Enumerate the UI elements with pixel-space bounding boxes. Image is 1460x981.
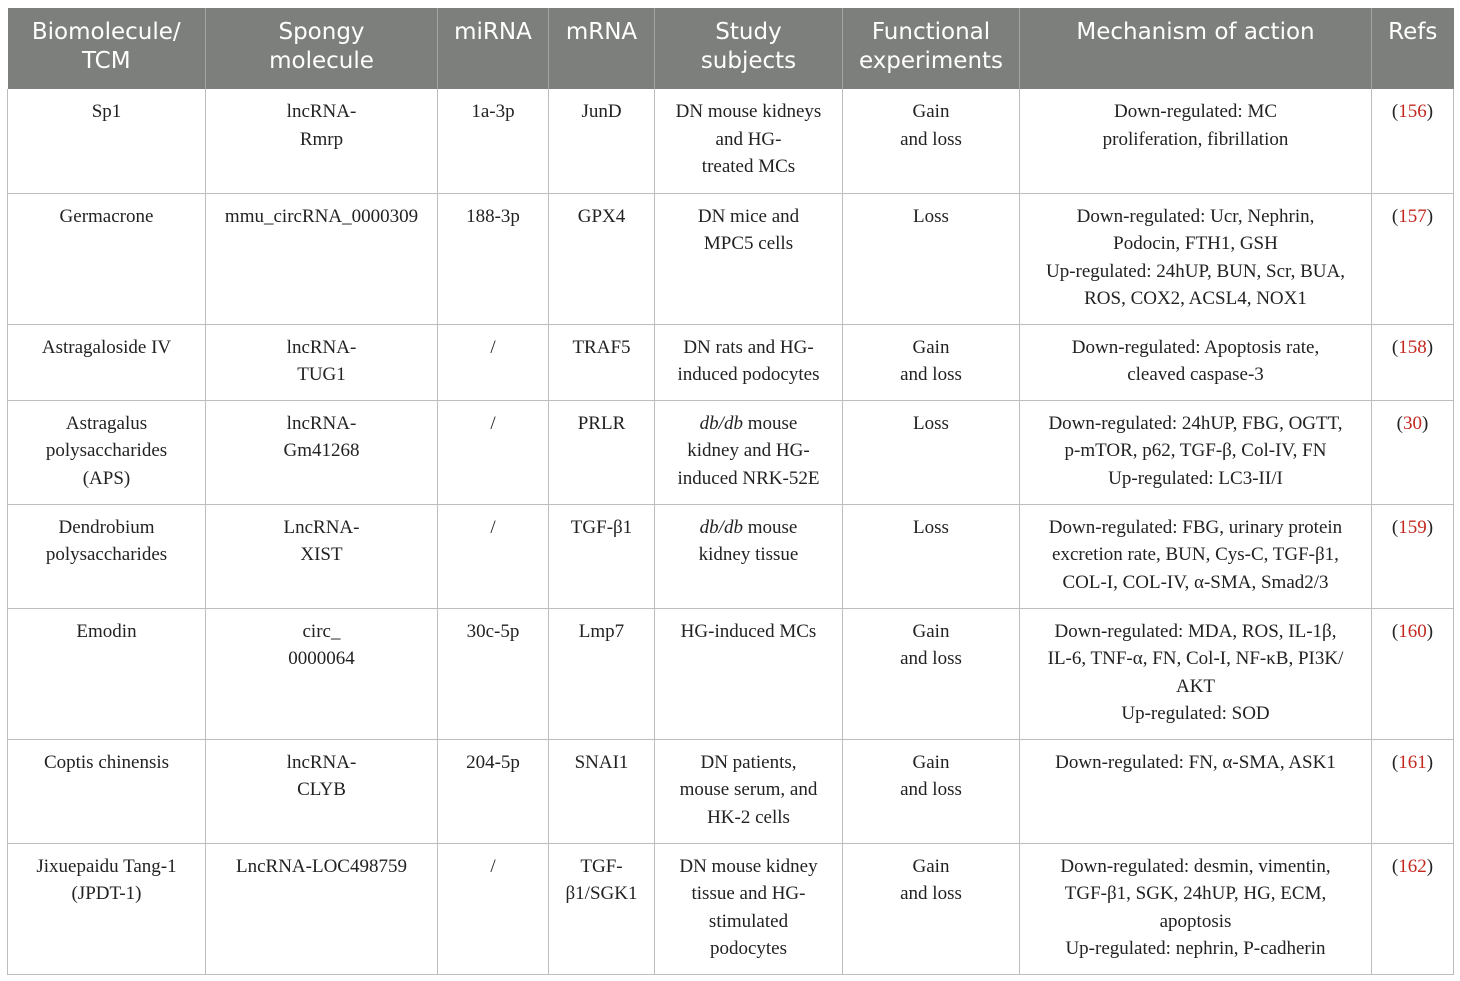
table-header-row bbox=[8, 8, 1454, 89]
cell-biomolecule: Coptis chinensis bbox=[8, 739, 206, 843]
cell-mechanism bbox=[1020, 193, 1372, 324]
header-mrna: mRNA bbox=[549, 8, 655, 89]
cell-mrna: SNAI1 bbox=[549, 739, 655, 843]
cell-mechanism-line: Down-regulated: desmin, vimentin, bbox=[1060, 855, 1331, 877]
cell-functional-experiments: Loss bbox=[843, 193, 1020, 324]
cell-mrna: JunD bbox=[549, 89, 655, 193]
cell-study-subjects-line: kidney tissue bbox=[698, 544, 799, 566]
cell-mechanism-line: excretion rate, BUN, Cys-C, TGF-β1, bbox=[1052, 544, 1339, 566]
header-mechanism: Mechanism of action bbox=[1020, 8, 1372, 89]
cell-mechanism bbox=[1020, 843, 1372, 974]
cell-mechanism-line: IL-6, TNF-α, FN, Col-I, NF-κB, PI3K/ bbox=[1047, 648, 1344, 670]
cell-functional-experiments: Gain and loss bbox=[843, 739, 1020, 843]
cell-mechanism-line: Down-regulated: FBG, urinary protein bbox=[1048, 516, 1343, 538]
cell-mrna: Lmp7 bbox=[549, 608, 655, 739]
cell-biomolecule: Emodin bbox=[8, 608, 206, 739]
ref-close-paren: ) bbox=[1426, 620, 1434, 642]
header-refs: Refs bbox=[1372, 8, 1454, 89]
table-row bbox=[8, 89, 1454, 193]
ref-link[interactable]: 30 bbox=[1403, 412, 1422, 434]
ref-link[interactable]: 159 bbox=[1398, 516, 1427, 538]
cell-study-subjects-line: DN patients, bbox=[700, 751, 797, 773]
ref-open-paren: ( bbox=[1391, 336, 1399, 358]
cell-mechanism-line: Down-regulated: Apoptosis rate, bbox=[1071, 336, 1320, 358]
cell-ref bbox=[1372, 324, 1454, 400]
cell-ref bbox=[1372, 739, 1454, 843]
header-biomolecule: Biomolecule/ TCM bbox=[8, 8, 206, 89]
cell-mechanism-line: p-mTOR, p62, TGF-β, Col-IV, FN bbox=[1064, 440, 1327, 462]
cell-study-subjects-line: induced podocytes bbox=[677, 364, 820, 386]
cell-mechanism-line: Down-regulated: MDA, ROS, IL-1β, bbox=[1054, 620, 1337, 642]
cell-study-subjects bbox=[655, 193, 843, 324]
cell-ref bbox=[1372, 843, 1454, 974]
ref-close-paren: ) bbox=[1426, 101, 1434, 122]
cell-study-subjects-line bbox=[662, 410, 835, 438]
italic-strain: db/db bbox=[699, 412, 743, 434]
ref-link[interactable]: 162 bbox=[1398, 855, 1427, 877]
cell-mrna: TGF- β1/SGK1 bbox=[549, 843, 655, 974]
ref-open-paren: ( bbox=[1391, 101, 1399, 122]
cell-functional-experiments: Gain and loss bbox=[843, 324, 1020, 400]
table-container bbox=[7, 8, 1453, 975]
ref-open-paren: ( bbox=[1391, 855, 1399, 877]
cell-functional-experiments: Gain and loss bbox=[843, 608, 1020, 739]
cell-mechanism-line: apoptosis bbox=[1159, 910, 1232, 932]
cell-mechanism bbox=[1020, 504, 1372, 608]
table-row bbox=[8, 843, 1454, 974]
cell-mirna: 204-5p bbox=[438, 739, 549, 843]
cell-biomolecule: Sp1 bbox=[8, 89, 206, 193]
table-row bbox=[8, 193, 1454, 324]
cell-mechanism-line: Down-regulated: FN, α-SMA, ASK1 bbox=[1055, 751, 1336, 773]
cell-study-subjects-line: treated MCs bbox=[701, 156, 796, 178]
cell-mechanism-line: ROS, COX2, ACSL4, NOX1 bbox=[1084, 288, 1307, 310]
header-functional-experiments: Functional experiments bbox=[843, 8, 1020, 89]
cell-biomolecule: Dendrobium polysaccharides bbox=[8, 504, 206, 608]
cell-mrna: PRLR bbox=[549, 400, 655, 504]
ref-link[interactable]: 157 bbox=[1398, 205, 1427, 227]
ref-link[interactable]: 161 bbox=[1398, 751, 1427, 773]
cell-study-subjects bbox=[655, 608, 843, 739]
cell-mechanism bbox=[1020, 324, 1372, 400]
cell-functional-experiments: Gain and loss bbox=[843, 843, 1020, 974]
cell-mirna: / bbox=[438, 324, 549, 400]
cell-study-subjects-line: HK-2 cells bbox=[707, 806, 790, 828]
cell-mirna: 1a-3p bbox=[438, 89, 549, 193]
cell-study-subjects-line: podocytes bbox=[709, 938, 788, 960]
ref-close-paren: ) bbox=[1426, 336, 1434, 358]
cell-mechanism-line: TGF-β1, SGK, 24hUP, HG, ECM, bbox=[1064, 883, 1327, 905]
ref-open-paren: ( bbox=[1396, 412, 1403, 434]
cell-mirna: 188-3p bbox=[438, 193, 549, 324]
cell-ref bbox=[1372, 504, 1454, 608]
cell-mrna: TGF-β1 bbox=[549, 504, 655, 608]
cell-study-subjects-line: mouse serum, and bbox=[679, 779, 818, 801]
cell-spongy-molecule: LncRNA- XIST bbox=[206, 504, 438, 608]
ref-open-paren: ( bbox=[1391, 516, 1399, 538]
cell-functional-experiments: Loss bbox=[843, 400, 1020, 504]
cell-mechanism-line: COL-I, COL-IV, α-SMA, Smad2/3 bbox=[1062, 571, 1329, 593]
cell-mrna: TRAF5 bbox=[549, 324, 655, 400]
cell-study-subjects-line: HG-induced MCs bbox=[680, 620, 817, 642]
cell-study-subjects-line: stimulated bbox=[708, 910, 789, 932]
cell-spongy-molecule: lncRNA- TUG1 bbox=[206, 324, 438, 400]
cell-mechanism bbox=[1020, 89, 1372, 193]
cell-ref bbox=[1372, 193, 1454, 324]
cell-mechanism bbox=[1020, 400, 1372, 504]
cell-mechanism-line: Down-regulated: 24hUP, FBG, OGTT, bbox=[1048, 412, 1343, 434]
ref-link[interactable]: 156 bbox=[1398, 101, 1427, 122]
ref-close-paren: ) bbox=[1426, 855, 1434, 877]
cell-study-subjects-line: DN mouse kidneys bbox=[675, 101, 822, 122]
cell-spongy-molecule: lncRNA- CLYB bbox=[206, 739, 438, 843]
table-row bbox=[8, 739, 1454, 843]
cell-study-subjects-line: induced NRK-52E bbox=[677, 467, 820, 489]
cell-study-subjects bbox=[655, 324, 843, 400]
cell-mechanism-line: Up-regulated: SOD bbox=[1121, 703, 1270, 725]
ref-close-paren: ) bbox=[1426, 751, 1434, 773]
cell-study-subjects-line: kidney and HG- bbox=[687, 440, 810, 462]
cell-mechanism-line: proliferation, fibrillation bbox=[1102, 128, 1289, 150]
results-table bbox=[7, 8, 1454, 975]
ref-open-paren: ( bbox=[1391, 620, 1399, 642]
cell-spongy-molecule: mmu_circRNA_0000309 bbox=[206, 193, 438, 324]
cell-mechanism-line: cleaved caspase-3 bbox=[1127, 364, 1264, 386]
cell-study-subjects bbox=[655, 89, 843, 193]
cell-study-subjects bbox=[655, 843, 843, 974]
cell-study-subjects-line bbox=[662, 514, 835, 542]
cell-study-subjects bbox=[655, 504, 843, 608]
header-mirna: miRNA bbox=[438, 8, 549, 89]
cell-study-subjects-line: DN mouse kidney bbox=[679, 855, 818, 877]
cell-mirna: 30c-5p bbox=[438, 608, 549, 739]
ref-close-paren: ) bbox=[1426, 205, 1434, 227]
cell-spongy-molecule: lncRNA- Rmrp bbox=[206, 89, 438, 193]
cell-biomolecule: Astragaloside IV bbox=[8, 324, 206, 400]
header-study-subjects: Study subjects bbox=[655, 8, 843, 89]
cell-mechanism-line: Down-regulated: Ucr, Nephrin, bbox=[1076, 205, 1315, 227]
subjects-text: mouse bbox=[742, 516, 798, 538]
ref-link[interactable]: 160 bbox=[1398, 620, 1427, 642]
table-row bbox=[8, 400, 1454, 504]
cell-study-subjects-line: tissue and HG- bbox=[691, 883, 806, 905]
ref-close-paren: ) bbox=[1422, 412, 1429, 434]
cell-mechanism-line: Up-regulated: LC3-II/I bbox=[1108, 467, 1283, 489]
cell-mirna: / bbox=[438, 504, 549, 608]
table-body bbox=[8, 89, 1454, 974]
cell-mirna: / bbox=[438, 843, 549, 974]
cell-mechanism-line: Up-regulated: 24hUP, BUN, Scr, BUA, bbox=[1046, 260, 1345, 282]
cell-mirna: / bbox=[438, 400, 549, 504]
subjects-text: mouse bbox=[742, 412, 798, 434]
table-row bbox=[8, 324, 1454, 400]
cell-spongy-molecule: circ_ 0000064 bbox=[206, 608, 438, 739]
cell-mrna: GPX4 bbox=[549, 193, 655, 324]
ref-close-paren: ) bbox=[1426, 516, 1434, 538]
cell-spongy-molecule: LncRNA-LOC498759 bbox=[206, 843, 438, 974]
cell-functional-experiments: Gain and loss bbox=[843, 89, 1020, 193]
cell-study-subjects-line: and HG- bbox=[715, 128, 782, 150]
ref-link[interactable]: 158 bbox=[1398, 336, 1427, 358]
cell-functional-experiments: Loss bbox=[843, 504, 1020, 608]
header-spongy-molecule: Spongy molecule bbox=[206, 8, 438, 89]
cell-study-subjects-line: DN rats and HG- bbox=[683, 336, 814, 358]
cell-ref bbox=[1372, 89, 1454, 193]
cell-mechanism-line: AKT bbox=[1175, 675, 1216, 697]
cell-mechanism-line: Up-regulated: nephrin, P-cadherin bbox=[1065, 938, 1326, 960]
cell-ref bbox=[1372, 608, 1454, 739]
cell-mechanism bbox=[1020, 608, 1372, 739]
cell-biomolecule: Astragalus polysaccharides (APS) bbox=[8, 400, 206, 504]
table-row bbox=[8, 504, 1454, 608]
cell-biomolecule: Germacrone bbox=[8, 193, 206, 324]
cell-mechanism bbox=[1020, 739, 1372, 843]
cell-ref bbox=[1372, 400, 1454, 504]
ref-open-paren: ( bbox=[1391, 751, 1399, 773]
italic-strain: db/db bbox=[699, 516, 743, 538]
cell-biomolecule: Jixuepaidu Tang-1 (JPDT-1) bbox=[8, 843, 206, 974]
cell-study-subjects-line: DN mice and bbox=[697, 205, 800, 227]
cell-study-subjects bbox=[655, 739, 843, 843]
cell-mechanism-line: Podocin, FTH1, GSH bbox=[1113, 233, 1278, 255]
cell-study-subjects bbox=[655, 400, 843, 504]
ref-open-paren: ( bbox=[1391, 205, 1399, 227]
cell-mechanism-line: Down-regulated: MC bbox=[1113, 101, 1278, 122]
table-row bbox=[8, 608, 1454, 739]
cell-study-subjects-line: MPC5 cells bbox=[703, 233, 794, 255]
cell-spongy-molecule: lncRNA- Gm41268 bbox=[206, 400, 438, 504]
